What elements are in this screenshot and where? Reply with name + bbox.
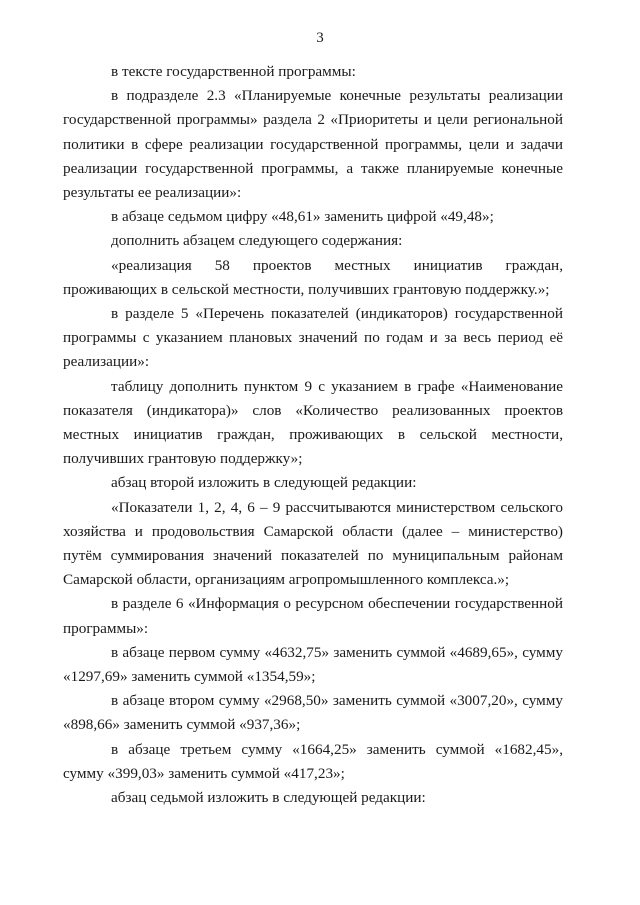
paragraph: в абзаце первом сумму «4632,75» заменить суммой «4689,65», сумму «1297,69» заменить суммой «1354,59»; bbox=[63, 643, 563, 686]
paragraph: в абзаце втором сумму «2968,50» заменить суммой «3007,20», сумму «898,66» заменить суммой «937,36»; bbox=[63, 692, 563, 734]
paragraph: «реализация 58 проектов местных инициатив граждан, проживающих в сельской местности, получивших грантовую поддержку.»; bbox=[63, 256, 563, 298]
paragraph: в разделе 6 «Информация о ресурсном обеспечении государственной программы»: bbox=[63, 595, 563, 637]
paragraph: в абзаце седьмом цифру «48,61» заменить цифрой «49,48»; bbox=[111, 208, 494, 226]
paragraph: абзац второй изложить в следующей редакции: bbox=[111, 474, 417, 492]
paragraph: в абзаце третьем сумму «1664,25» заменить суммой «1682,45», сумму «399,03» заменить суммой «417,23»; bbox=[63, 740, 563, 782]
paragraph: в тексте государственной программы: bbox=[111, 63, 356, 80]
paragraph: таблицу дополнить пунктом 9 с указанием в графе «Наименование показателя (индикатора)» слов «Количество реализованных проектов местных инициатив граждан, проживающих в сельской местности, получивших грантовую поддержку»; bbox=[63, 377, 563, 468]
paragraph: в подразделе 2.3 «Планируемые конечные результаты реализации государственной программы» раздела 2 «Приоритеты и цели региональной политики в сфере реализации государственной программы, цели и задачи реализации государственной программы, а также планируемые конечные результаты ее реализации»: bbox=[63, 87, 563, 202]
paragraph: «Показатели 1, 2, 4, 6 – 9 рассчитываются министерством сельского хозяйства и продовольствия Самарской области (далее – министерство) путём суммирования значений показателей по муниципальным районам Самарской области, организациям агропромышленного комплекса.»; bbox=[63, 498, 563, 589]
paragraph: абзац седьмой изложить в следующей редакции: bbox=[111, 789, 426, 807]
document-body bbox=[63, 60, 563, 810]
paragraph: в разделе 5 «Перечень показателей (индикаторов) государственной программы с указанием плановых значений по годам и за весь период её реализации»: bbox=[63, 305, 563, 371]
page-number: 3 bbox=[316, 30, 324, 46]
paragraph: дополнить абзацем следующего содержания: bbox=[111, 232, 403, 250]
